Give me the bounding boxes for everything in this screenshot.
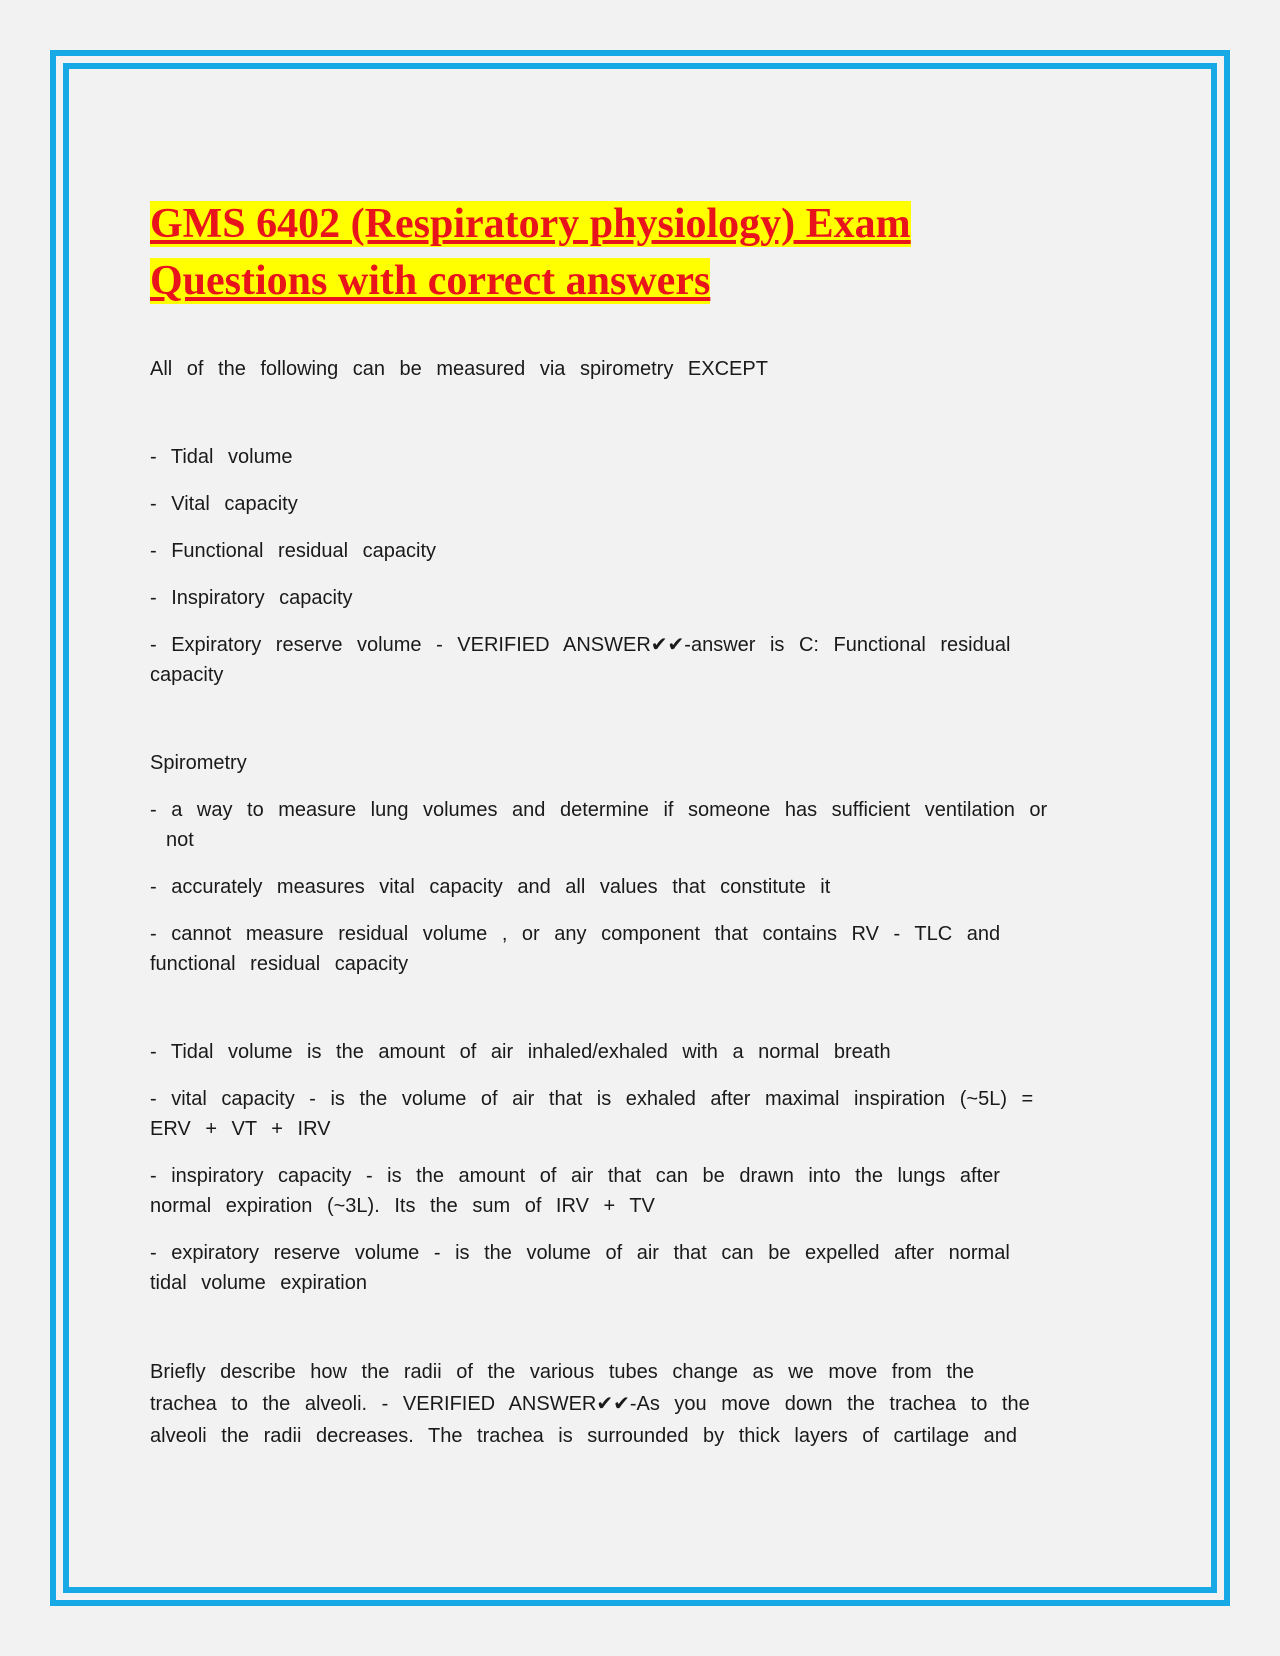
spirometry-bullet-2: - accurately measures vital capacity and all values that constitute it: [150, 876, 831, 898]
definition-tidal-volume: - Tidal volume is the amount of air inhaled/exhaled with a normal breath: [150, 1041, 891, 1063]
title-line-1: GMS 6402 (Respiratory physiology) Exam: [150, 201, 911, 247]
document-content: [150, 196, 1130, 1452]
definition-vital-capacity: [150, 1084, 1130, 1144]
spirometry-bullet-3-line-2: functional residual capacity: [150, 953, 409, 975]
question-2-line-1: Briefly describe how the radii of the various tubes change as we move from the: [150, 1361, 975, 1383]
definition-erv-line-2: tidal volume expiration: [150, 1272, 367, 1294]
definition-inspiratory-capacity-line-2: normal expiration (~3L). Its the sum of IRV + TV: [150, 1195, 655, 1217]
question-2-line-3: alveoli the radii decreases. The trachea is surrounded by thick layers of cartilage and: [150, 1425, 1018, 1447]
definition-inspiratory-capacity-line-1: - inspiratory capacity - is the amount of air that can be drawn into the lungs after: [150, 1165, 1000, 1187]
definition-expiratory-reserve-volume: [150, 1238, 1130, 1298]
spirometry-heading: Spirometry: [150, 752, 247, 774]
definition-erv-line-1: - expiratory reserve volume - is the volume of air that can be expelled after normal: [150, 1242, 1010, 1264]
spirometry-bullet-3: [150, 919, 1130, 979]
definition-vital-capacity-line-1: - vital capacity - is the volume of air that is exhaled after maximal inspiration (~5L) =: [150, 1088, 1034, 1110]
title-line-2: Questions with correct answers: [150, 258, 711, 304]
definition-vital-capacity-line-2: ERV + VT + IRV: [150, 1118, 331, 1140]
spirometry-bullet-1-line-2: not: [166, 829, 194, 851]
spirometry-bullet-1: [150, 795, 1130, 855]
spirometry-bullet-1-line-1: - a way to measure lung volumes and determine if someone has sufficient ventilation or: [150, 799, 1048, 821]
document-title: [150, 196, 1130, 310]
option-c: - Functional residual capacity: [150, 540, 437, 562]
option-d: - Inspiratory capacity: [150, 587, 353, 609]
question-2: [150, 1356, 1130, 1452]
option-a: - Tidal volume: [150, 446, 293, 468]
spirometry-bullet-3-line-1: - cannot measure residual volume , or any component that contains RV - TLC and: [150, 923, 1001, 945]
option-b: - Vital capacity: [150, 493, 298, 515]
question-1: All of the following can be measured via spirometry EXCEPT: [150, 358, 768, 380]
option-e-line-2: capacity: [150, 664, 224, 686]
question-2-line-2: trachea to the alveoli. - VERIFIED ANSWER✔✔-As you move down the trachea to the: [150, 1393, 1030, 1415]
option-e-answer: [150, 630, 1130, 690]
option-e-line-1: - Expiratory reserve volume - VERIFIED ANSWER✔✔-answer is C: Functional residual: [150, 634, 1011, 656]
definition-inspiratory-capacity: [150, 1161, 1130, 1221]
